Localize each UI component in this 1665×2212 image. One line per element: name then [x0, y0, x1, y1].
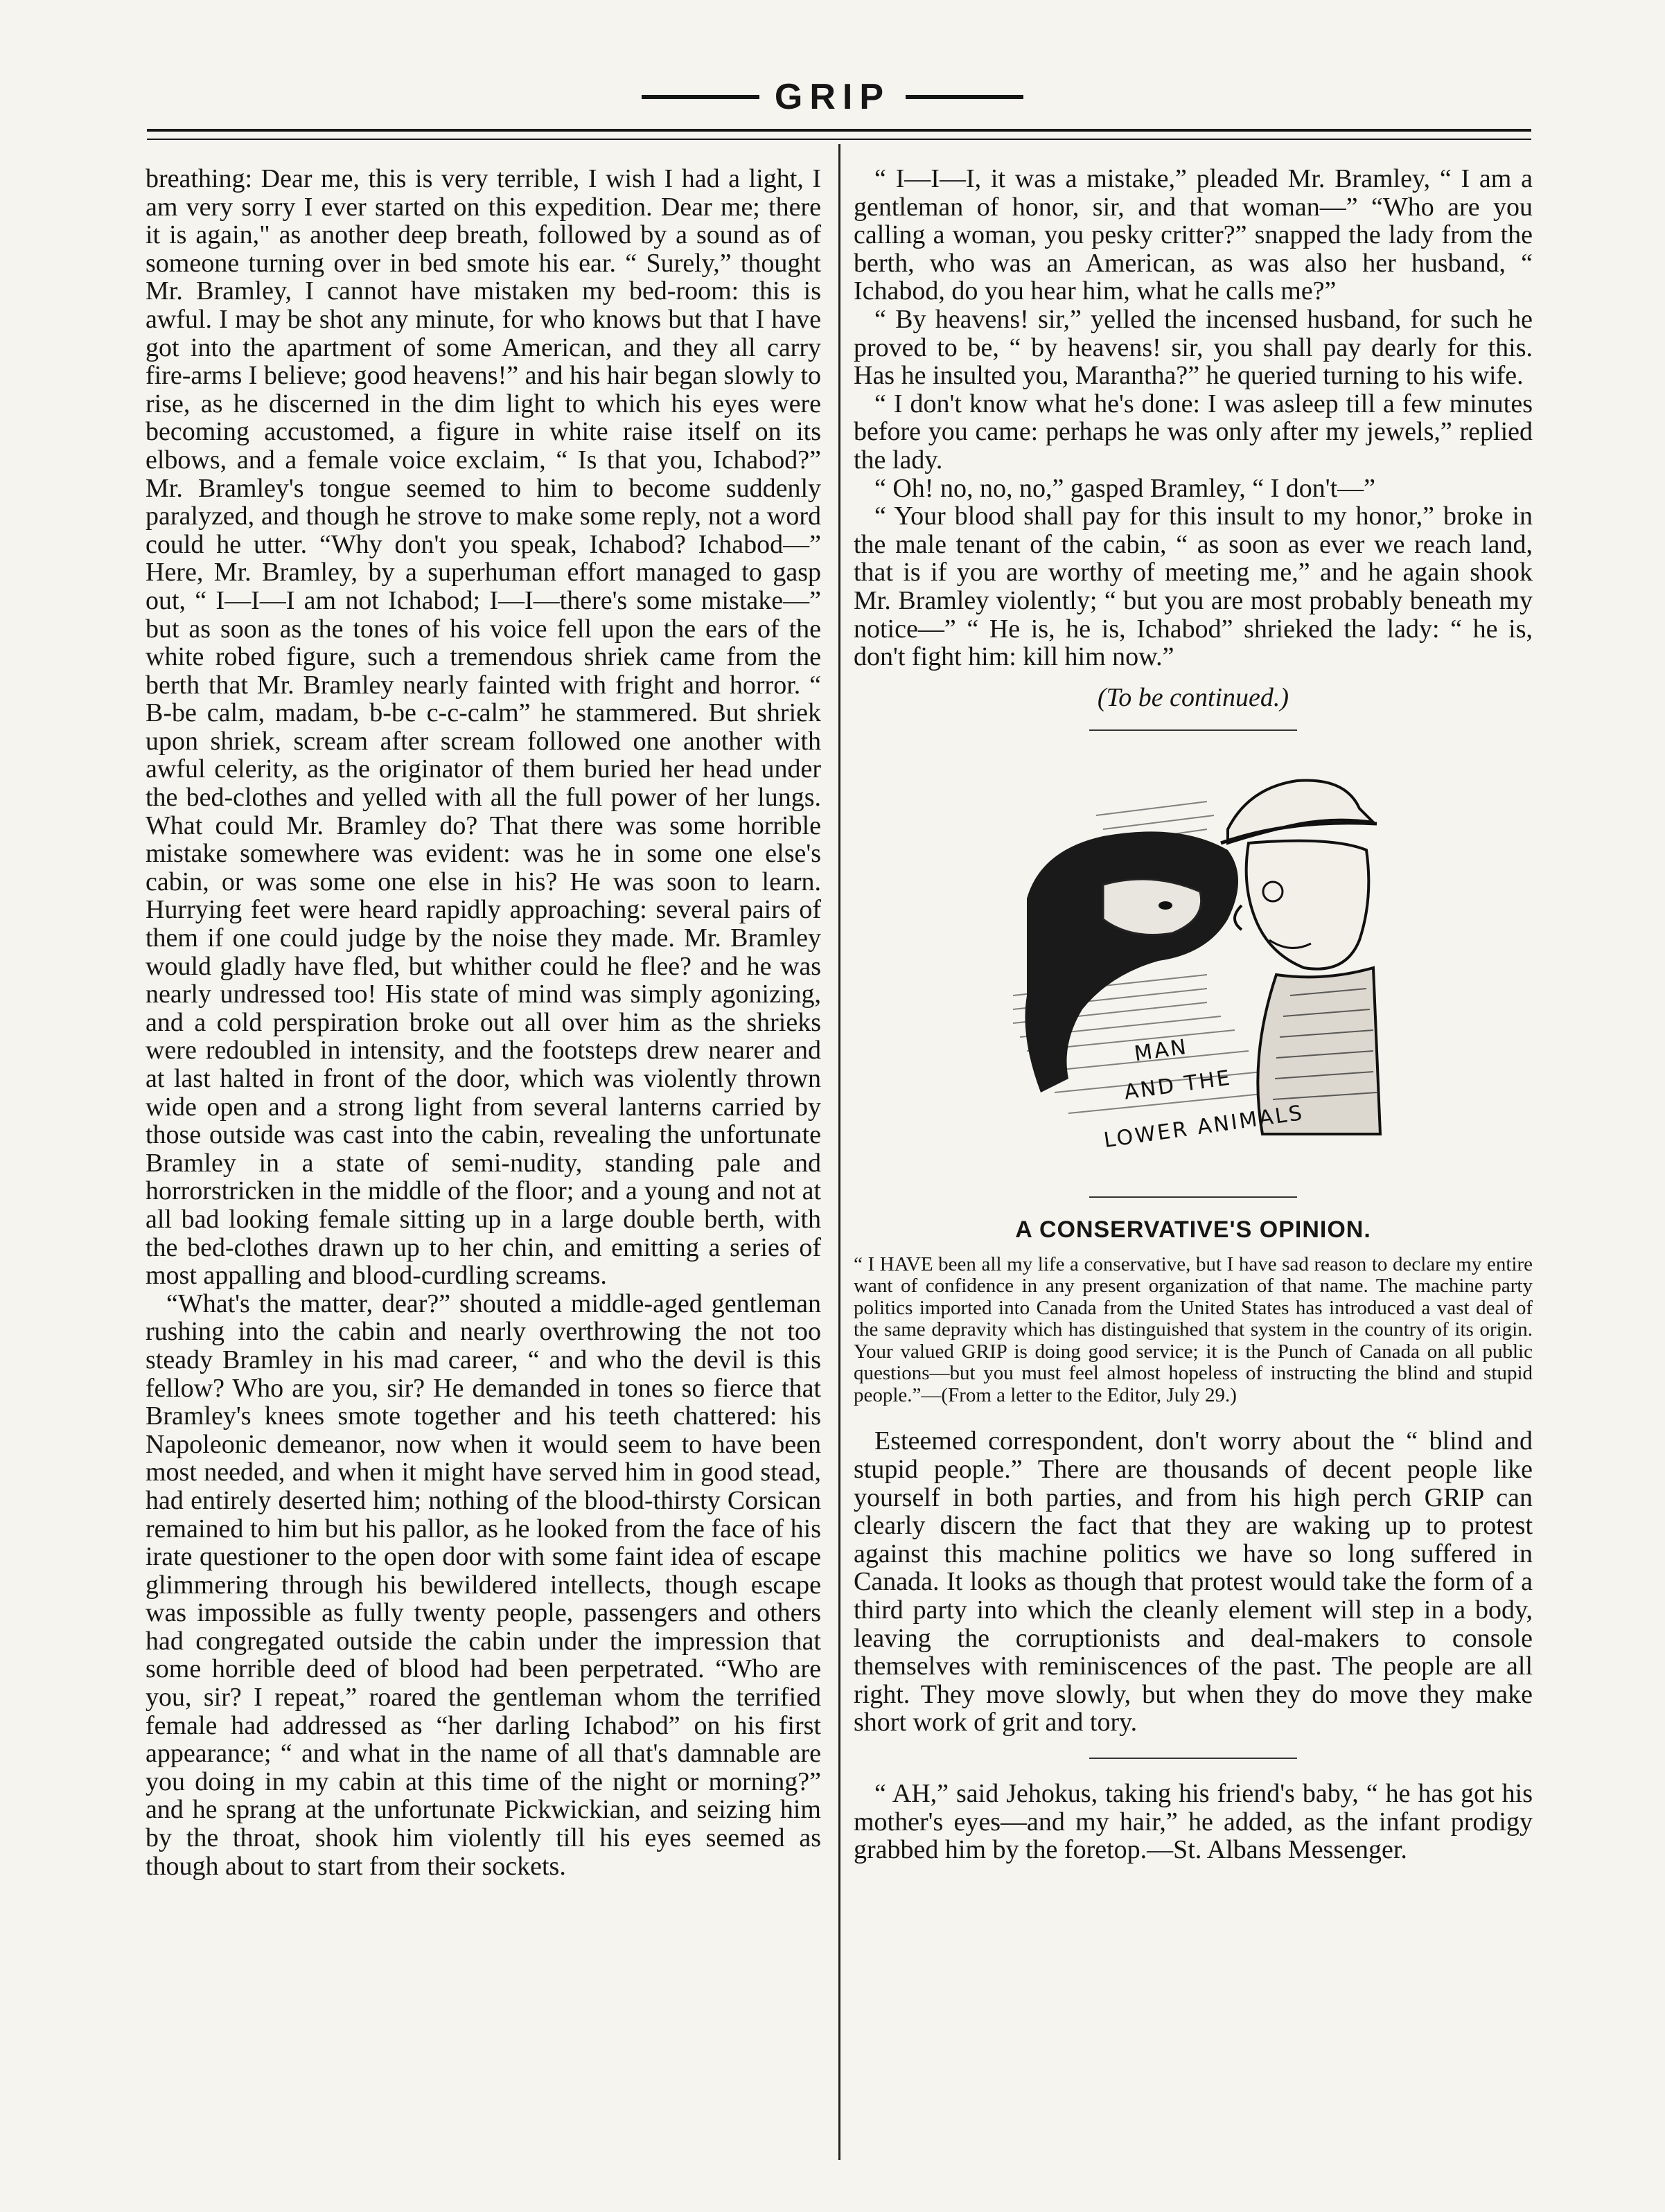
spacer: [854, 1406, 1533, 1427]
story-paragraph: “ I—I—I, it was a mistake,” pleaded Mr. Bramley, “ I am a gentleman of honor, sir, and that woman—” “Who are you calling a woman, you pesky critter?” snapped the lady from the berth, who was an American, as was also her husband, “ Ichabod, do you hear him, what he calls me?”: [854, 164, 1533, 306]
spacer: [854, 1737, 1533, 1758]
masthead-left-rule: [642, 95, 759, 99]
cartoon-label-man: MAN: [1132, 1035, 1190, 1067]
to-be-continued: (To be continued.): [1097, 682, 1289, 712]
masthead-title: GRIP: [774, 77, 891, 117]
story-paragraph: “ By heavens! sir,” yelled the incensed husband, for such he proved to be, “ by heavens! sir, you shall pay dearly for this. Has he insulted you, Marantha?” he queried turning to his wife.: [854, 304, 1533, 391]
cartoon-drawing: [999, 746, 1387, 1176]
article-title: A CONSERVATIVE'S OPINION.: [1015, 1216, 1371, 1244]
story-paragraph: breathing: Dear me, this is very terrible, I wish I had a light, I am very sorry I ever started on this expedition. Dear me; there it is again," as another deep breath, followed by a sound as of someone turning over in bed smote his ear. “ Surely,” thought Mr. Bramley, I cannot have mistaken my bed-room: this is awful. I may be shot any minute, for who knows but that I have got into the apartment of some American, and they all carry fire-arms I believe; good heavens!” and his hair began slowly to rise, as he discerned in the dim light to which his eyes were becoming accustomed, a figure in white raise itself on its elbows, and a female voice exclaim, “ Is that you, Ichabod?” Mr. Bramley's tongue seemed to him to become suddenly paralyzed, and though he strove to make some reply, not a word could he utter. “Why don't you speak, Ichabod? Ichabod—” Here, Mr. Bramley, by a superhuman effort managed to gasp out, “ I—I—I am not Ichabod; I—I—there's some mistake—” but as soon as the tones of his voice fell upon the ears of the white robed figure, such a tremendous shriek came from the berth that Mr. Bramley nearly fainted with fright and horror. “ B-be calm, madam, b-be c-c-calm” he stammered. But shriek upon shriek, scream after scream followed one another with awful celerity, as the originator of them buried her head under the bed-clothes and yelled with all the full power of her lungs. What could Mr. Bramley do? That there was some horrible mistake somewhere was evident: was he in some one else's cabin, or was some one else in his? He was soon to learn. Hurrying feet were heard rapidly approaching: several pairs of them if one could judge by the noise they made. Mr. Bramley would gladly have fled, but whither could he flee? and he was nearly undressed too! His state of mind was simply agonizing, and a cold perspiration broke out all over him as the shrieks were redoubled in intensity, and the footsteps drew nearer and at last halted in front of the door, which was violently thrown wide open and a strong light from several lanterns carried by those outside was cast into the cabin, revealing the unfortunate Bramley in a state of semi-nudity, standing pale and horrorstricken in the middle of the floor; and a young and not at all bad looking female sitting up in a large double berth, with the bed-clothes drawn up to her chin, and emitting a series of most appalling and blood-curdling screams.: [146, 164, 822, 1291]
letter-quote: “ I HAVE been all my life a conservative, but I have sad reason to declare my entire want of confidence in any present organization of that name. The machine party politics imported into Canada from the United States has introduced a vast deal of the same depravity which has distinguished that system in the country of its origin. Your valued GRIP is doing good service; it is the Punch of Canada on all public questions—but you must feel almost hopeless of instructing the blind and stupid people.”—(From a letter to the Editor, July 29.): [854, 1253, 1533, 1406]
column-divider: [838, 144, 840, 2160]
story-paragraph: “ Oh! no, no, no,” gasped Bramley, “ I don't—”: [874, 473, 1376, 503]
cartoon-illustration: [999, 746, 1387, 1176]
section-rule: [1089, 729, 1297, 731]
story-paragraph: “ I don't know what he's done: I was asleep till a few minutes before you came: perhaps he was only after my jewels,” replied the lady.: [854, 389, 1533, 475]
section-rule: [1089, 1196, 1297, 1198]
right-column: [854, 165, 1533, 1864]
masthead: [139, 69, 1526, 125]
anecdote-paragraph: “ AH,” said Jehokus, taking his friend's baby, “ he has got his mother's eyes—and my hair,” he added, as the infant prodigy grabbed him by the foretop.—St. Albans Messenger.: [854, 1778, 1533, 1865]
cartoon-label-lower-animals: LOWER ANIMALS: [1102, 1101, 1306, 1153]
editor-response: Esteemed correspondent, don't worry about the “ blind and stupid people.” There are thousands of decent people like yourself in both parties, and from his high perch GRIP can clearly discern the fact that they are waking up to protest against this machine politics we have so long suffered in Canada. It looks as though that protest would take the form of a third party into which the cleanly element will step in a body, leaving the corruptionists and deal-makers to console themselves with reminiscences of the past. The people are all right. They move slowly, but when they do move they make short work of grit and tory.: [854, 1426, 1533, 1737]
left-column: [146, 165, 821, 1880]
masthead-right-rule: [906, 95, 1023, 99]
story-paragraph: “What's the matter, dear?” shouted a middle-aged gentleman rushing into the cabin and nearly overthrowing the not too steady Bramley in his mad career, “ and who the devil is this fellow? Who are you, sir? He demanded in tones so fierce that Bramley's knees smote together and his teeth chattered: his Napoleonic demeanor, now when it would seem to have been most needed, and when it might have served him in good stead, had entirely deserted him; nothing of the blood-thirsty Corsican remained to him but his pallor, as he looked from the face of his irate questioner to the open door with some faint idea of escape glimmering through his bewildered intellects, though escape was impossible as fully twenty people, passengers and others had congregated outside the cabin under the impression that some horrible deed of blood had been perpetrated. “Who are you, sir? I repeat,” roared the gentleman whom the terrified female had addressed as “her darling Ichabod” on his first appearance; “ and what in the name of all that's damnable are you doing in my cabin at this time of the night or morning?” and he sprang at the unfortunate Pickwickian, and seizing him by the throat, shook him violently till his eyes seemed as though about to start from their sockets.: [146, 1289, 821, 1881]
spacer: [854, 1759, 1533, 1780]
header-rule-thin: [147, 139, 1531, 140]
story-paragraph: “ Your blood shall pay for this insult to my honor,” broke in the male tenant of the cabin, “ as soon as ever we reach land, that is if you are worthy of meeting me,” and he again shook Mr. Bramley violently; “ but you are most probably beneath my notice—” “ He is, he is, Ichabod” shrieked the lady: “ he is, don't fight him: kill him now.”: [854, 502, 1533, 672]
cartoon-label-and-the: AND THE: [1122, 1065, 1234, 1106]
header-rule-thick: [147, 129, 1531, 132]
